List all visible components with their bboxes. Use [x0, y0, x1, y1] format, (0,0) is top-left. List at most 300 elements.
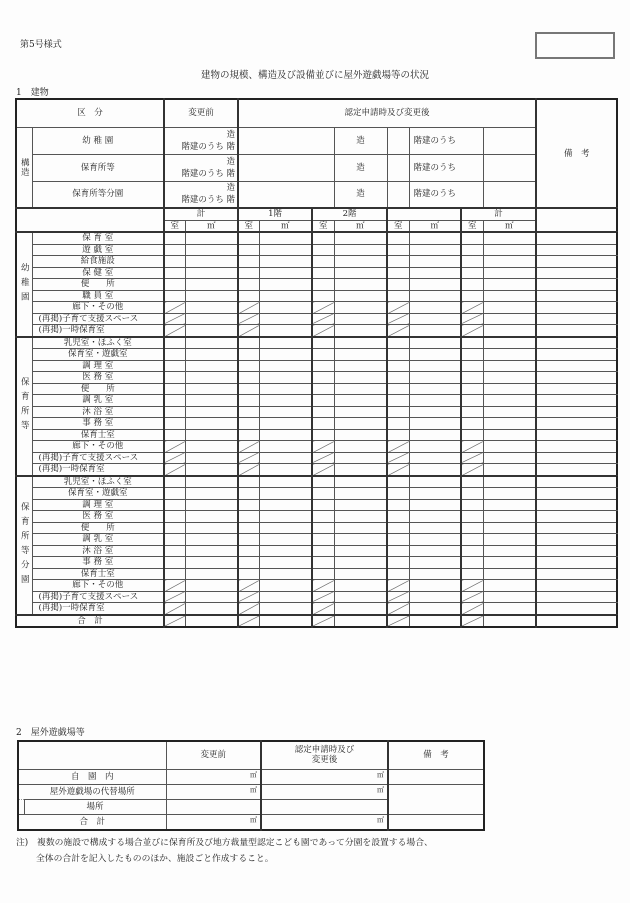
room-count-input[interactable] [387, 372, 409, 384]
room-count-input[interactable] [387, 511, 409, 523]
area-sqm-input[interactable] [334, 395, 387, 407]
area-sqm-input[interactable] [185, 360, 238, 372]
area-sqm-input[interactable] [409, 534, 461, 546]
area-sqm-input[interactable] [185, 568, 238, 580]
area-sqm-input[interactable] [334, 337, 387, 349]
remarks-cell[interactable] [536, 232, 617, 244]
t2-place-after[interactable] [261, 799, 388, 814]
area-sqm-input[interactable] [185, 557, 238, 569]
area-sqm-input[interactable] [483, 591, 536, 603]
area-sqm-input[interactable] [259, 534, 312, 546]
room-count-input[interactable] [312, 279, 334, 291]
remarks-cell[interactable] [536, 557, 617, 569]
area-sqm-input[interactable] [185, 476, 238, 488]
area-sqm-input[interactable] [259, 476, 312, 488]
area-sqm-input[interactable] [259, 418, 312, 430]
floor-number-input[interactable] [483, 181, 536, 208]
area-sqm-input[interactable] [334, 232, 387, 244]
area-sqm-input[interactable] [483, 279, 536, 291]
area-sqm-input[interactable] [483, 557, 536, 569]
room-count-input[interactable] [238, 372, 259, 384]
area-sqm-input[interactable] [259, 429, 312, 441]
area-sqm-input[interactable] [185, 545, 238, 557]
remarks-cell[interactable] [536, 372, 617, 384]
remarks-cell[interactable] [536, 360, 617, 372]
room-count-input[interactable] [164, 372, 185, 384]
area-sqm-input[interactable] [409, 476, 461, 488]
area-sqm-input[interactable] [259, 568, 312, 580]
remarks-cell[interactable] [536, 290, 617, 302]
area-sqm-input[interactable] [409, 383, 461, 395]
room-count-input[interactable] [387, 360, 409, 372]
area-sqm-input[interactable] [259, 244, 312, 256]
room-count-input[interactable] [238, 476, 259, 488]
area-sqm-input[interactable] [185, 511, 238, 523]
area-sqm-input[interactable] [409, 290, 461, 302]
room-count-input[interactable] [164, 488, 185, 500]
area-sqm-input[interactable] [409, 522, 461, 534]
area-sqm-input[interactable] [409, 488, 461, 500]
area-sqm-input[interactable] [483, 429, 536, 441]
room-count-input[interactable] [461, 545, 483, 557]
floors-input[interactable] [387, 154, 409, 181]
area-sqm-input[interactable] [334, 383, 387, 395]
room-count-input[interactable] [312, 418, 334, 430]
area-sqm-input[interactable] [483, 313, 536, 325]
room-count-input[interactable] [312, 290, 334, 302]
room-count-input[interactable] [238, 244, 259, 256]
room-count-input[interactable] [238, 279, 259, 291]
room-count-input[interactable] [312, 545, 334, 557]
area-sqm-input[interactable] [334, 406, 387, 418]
room-count-input[interactable] [312, 372, 334, 384]
area-sqm-input[interactable] [409, 545, 461, 557]
area-sqm-input[interactable] [409, 302, 461, 314]
area-sqm-input[interactable] [409, 256, 461, 268]
area-sqm-input[interactable] [483, 337, 536, 349]
area-sqm-input[interactable] [185, 313, 238, 325]
area-sqm-input[interactable] [483, 499, 536, 511]
room-count-input[interactable] [238, 395, 259, 407]
room-count-input[interactable] [461, 522, 483, 534]
area-sqm-input[interactable] [483, 244, 536, 256]
area-sqm-input[interactable] [409, 591, 461, 603]
area-sqm-input[interactable] [483, 522, 536, 534]
floors-input[interactable] [387, 127, 409, 154]
area-sqm-input[interactable] [334, 615, 387, 628]
room-count-input[interactable] [164, 256, 185, 268]
remarks-cell[interactable] [536, 302, 617, 314]
remarks-cell[interactable] [536, 615, 617, 628]
area-sqm-input[interactable] [259, 591, 312, 603]
area-sqm-input[interactable] [259, 395, 312, 407]
area-sqm-input[interactable] [185, 349, 238, 361]
room-count-input[interactable] [164, 337, 185, 349]
room-count-input[interactable] [164, 267, 185, 279]
remarks-cell[interactable] [536, 522, 617, 534]
remarks-cell[interactable] [536, 499, 617, 511]
room-count-input[interactable] [312, 499, 334, 511]
remarks-cell[interactable] [536, 267, 617, 279]
room-count-input[interactable] [238, 511, 259, 523]
room-count-input[interactable] [164, 476, 185, 488]
remarks-cell[interactable] [536, 349, 617, 361]
area-sqm-input[interactable] [409, 452, 461, 464]
area-sqm-input[interactable] [185, 615, 238, 628]
area-sqm-input[interactable] [185, 256, 238, 268]
area-sqm-input[interactable] [259, 557, 312, 569]
area-sqm-input[interactable] [259, 313, 312, 325]
remarks-cell[interactable] [536, 325, 617, 337]
area-sqm-input[interactable] [259, 325, 312, 337]
room-count-input[interactable] [461, 372, 483, 384]
area-sqm-input[interactable] [334, 267, 387, 279]
room-count-input[interactable] [238, 545, 259, 557]
area-sqm-input[interactable] [483, 418, 536, 430]
area-sqm-input[interactable] [334, 568, 387, 580]
t2-after-value[interactable]: ㎡ [261, 784, 388, 799]
area-sqm-input[interactable] [409, 349, 461, 361]
area-sqm-input[interactable] [259, 349, 312, 361]
room-count-input[interactable] [312, 429, 334, 441]
room-count-input[interactable] [387, 256, 409, 268]
area-sqm-input[interactable] [185, 452, 238, 464]
room-count-input[interactable] [461, 557, 483, 569]
area-sqm-input[interactable] [409, 406, 461, 418]
area-sqm-input[interactable] [185, 488, 238, 500]
remarks-cell[interactable] [536, 488, 617, 500]
area-sqm-input[interactable] [409, 313, 461, 325]
room-count-input[interactable] [238, 418, 259, 430]
structure-before-cell[interactable] [164, 154, 238, 181]
area-sqm-input[interactable] [483, 603, 536, 615]
room-count-input[interactable] [387, 383, 409, 395]
remarks-cell[interactable] [536, 406, 617, 418]
room-count-input[interactable] [238, 290, 259, 302]
area-sqm-input[interactable] [334, 325, 387, 337]
room-count-input[interactable] [238, 568, 259, 580]
area-sqm-input[interactable] [409, 244, 461, 256]
structure-type-input[interactable] [238, 127, 334, 154]
area-sqm-input[interactable] [259, 488, 312, 500]
area-sqm-input[interactable] [334, 302, 387, 314]
room-count-input[interactable] [387, 349, 409, 361]
room-count-input[interactable] [387, 406, 409, 418]
room-count-input[interactable] [164, 418, 185, 430]
room-count-input[interactable] [312, 349, 334, 361]
floor-number-input[interactable] [483, 154, 536, 181]
area-sqm-input[interactable] [259, 302, 312, 314]
area-sqm-input[interactable] [409, 441, 461, 453]
area-sqm-input[interactable] [409, 360, 461, 372]
room-count-input[interactable] [164, 395, 185, 407]
area-sqm-input[interactable] [185, 499, 238, 511]
room-count-input[interactable] [387, 534, 409, 546]
room-count-input[interactable] [461, 360, 483, 372]
room-count-input[interactable] [387, 279, 409, 291]
room-count-input[interactable] [461, 395, 483, 407]
area-sqm-input[interactable] [185, 290, 238, 302]
area-sqm-input[interactable] [185, 429, 238, 441]
area-sqm-input[interactable] [334, 545, 387, 557]
room-count-input[interactable] [164, 557, 185, 569]
area-sqm-input[interactable] [334, 244, 387, 256]
area-sqm-input[interactable] [185, 603, 238, 615]
room-count-input[interactable] [164, 499, 185, 511]
area-sqm-input[interactable] [483, 383, 536, 395]
area-sqm-input[interactable] [409, 418, 461, 430]
room-count-input[interactable] [238, 522, 259, 534]
room-count-input[interactable] [461, 383, 483, 395]
area-sqm-input[interactable] [483, 534, 536, 546]
structure-type-input[interactable] [238, 154, 334, 181]
room-count-input[interactable] [238, 429, 259, 441]
floors-input[interactable] [387, 181, 409, 208]
area-sqm-input[interactable] [334, 429, 387, 441]
area-sqm-input[interactable] [409, 580, 461, 592]
t2-before-value[interactable]: ㎡ [166, 769, 261, 784]
area-sqm-input[interactable] [259, 580, 312, 592]
room-count-input[interactable] [461, 429, 483, 441]
room-count-input[interactable] [312, 534, 334, 546]
t2-remarks-cell[interactable] [388, 784, 484, 814]
room-count-input[interactable] [164, 349, 185, 361]
area-sqm-input[interactable] [334, 360, 387, 372]
room-count-input[interactable] [164, 429, 185, 441]
area-sqm-input[interactable] [259, 464, 312, 476]
area-sqm-input[interactable] [483, 325, 536, 337]
area-sqm-input[interactable] [409, 325, 461, 337]
area-sqm-input[interactable] [334, 580, 387, 592]
area-sqm-input[interactable] [483, 256, 536, 268]
room-count-input[interactable] [387, 522, 409, 534]
t2-remarks-cell[interactable] [388, 814, 484, 830]
area-sqm-input[interactable] [259, 452, 312, 464]
area-sqm-input[interactable] [185, 406, 238, 418]
area-sqm-input[interactable] [185, 534, 238, 546]
room-count-input[interactable] [387, 395, 409, 407]
remarks-cell[interactable] [536, 395, 617, 407]
area-sqm-input[interactable] [483, 349, 536, 361]
area-sqm-input[interactable] [409, 429, 461, 441]
area-sqm-input[interactable] [334, 441, 387, 453]
area-sqm-input[interactable] [185, 337, 238, 349]
area-sqm-input[interactable] [409, 499, 461, 511]
area-sqm-input[interactable] [483, 476, 536, 488]
area-sqm-input[interactable] [259, 372, 312, 384]
area-sqm-input[interactable] [259, 290, 312, 302]
structure-type-input[interactable] [238, 181, 334, 208]
t2-total-after[interactable]: ㎡ [261, 814, 388, 830]
room-count-input[interactable] [164, 279, 185, 291]
area-sqm-input[interactable] [259, 522, 312, 534]
area-sqm-input[interactable] [334, 603, 387, 615]
room-count-input[interactable] [238, 534, 259, 546]
room-count-input[interactable] [312, 511, 334, 523]
room-count-input[interactable] [387, 429, 409, 441]
remarks-cell[interactable] [536, 603, 617, 615]
area-sqm-input[interactable] [185, 279, 238, 291]
room-count-input[interactable] [312, 383, 334, 395]
area-sqm-input[interactable] [409, 232, 461, 244]
room-count-input[interactable] [387, 337, 409, 349]
room-count-input[interactable] [164, 383, 185, 395]
room-count-input[interactable] [164, 511, 185, 523]
area-sqm-input[interactable] [483, 464, 536, 476]
floor-number-input[interactable] [483, 127, 536, 154]
room-count-input[interactable] [238, 557, 259, 569]
room-count-input[interactable] [312, 522, 334, 534]
area-sqm-input[interactable] [259, 256, 312, 268]
area-sqm-input[interactable] [483, 360, 536, 372]
area-sqm-input[interactable] [334, 279, 387, 291]
room-count-input[interactable] [164, 360, 185, 372]
structure-before-cell[interactable] [164, 181, 238, 208]
remarks-cell[interactable] [536, 279, 617, 291]
area-sqm-input[interactable] [334, 256, 387, 268]
area-sqm-input[interactable] [334, 488, 387, 500]
area-sqm-input[interactable] [259, 406, 312, 418]
room-count-input[interactable] [461, 488, 483, 500]
area-sqm-input[interactable] [259, 545, 312, 557]
area-sqm-input[interactable] [259, 360, 312, 372]
room-count-input[interactable] [238, 349, 259, 361]
area-sqm-input[interactable] [483, 395, 536, 407]
room-count-input[interactable] [461, 256, 483, 268]
area-sqm-input[interactable] [259, 499, 312, 511]
area-sqm-input[interactable] [185, 325, 238, 337]
room-count-input[interactable] [164, 534, 185, 546]
area-sqm-input[interactable] [185, 591, 238, 603]
room-count-input[interactable] [387, 488, 409, 500]
room-count-input[interactable] [238, 383, 259, 395]
room-count-input[interactable] [312, 267, 334, 279]
area-sqm-input[interactable] [483, 372, 536, 384]
room-count-input[interactable] [312, 337, 334, 349]
room-count-input[interactable] [461, 290, 483, 302]
area-sqm-input[interactable] [334, 591, 387, 603]
area-sqm-input[interactable] [334, 313, 387, 325]
room-count-input[interactable] [238, 256, 259, 268]
area-sqm-input[interactable] [483, 545, 536, 557]
room-count-input[interactable] [238, 406, 259, 418]
room-count-input[interactable] [312, 256, 334, 268]
remarks-cell[interactable] [536, 441, 617, 453]
room-count-input[interactable] [164, 244, 185, 256]
remarks-cell[interactable] [536, 244, 617, 256]
area-sqm-input[interactable] [185, 383, 238, 395]
area-sqm-input[interactable] [185, 244, 238, 256]
room-count-input[interactable] [387, 557, 409, 569]
remarks-cell[interactable] [536, 337, 617, 349]
area-sqm-input[interactable] [259, 267, 312, 279]
room-count-input[interactable] [387, 418, 409, 430]
room-count-input[interactable] [461, 406, 483, 418]
room-count-input[interactable] [164, 406, 185, 418]
area-sqm-input[interactable] [483, 232, 536, 244]
area-sqm-input[interactable] [409, 511, 461, 523]
area-sqm-input[interactable] [185, 464, 238, 476]
area-sqm-input[interactable] [334, 290, 387, 302]
area-sqm-input[interactable] [334, 522, 387, 534]
area-sqm-input[interactable] [185, 580, 238, 592]
area-sqm-input[interactable] [334, 511, 387, 523]
area-sqm-input[interactable] [185, 441, 238, 453]
area-sqm-input[interactable] [185, 267, 238, 279]
area-sqm-input[interactable] [483, 406, 536, 418]
area-sqm-input[interactable] [483, 441, 536, 453]
remarks-cell[interactable] [536, 313, 617, 325]
room-count-input[interactable] [312, 395, 334, 407]
area-sqm-input[interactable] [259, 232, 312, 244]
room-count-input[interactable] [164, 290, 185, 302]
room-count-input[interactable] [387, 568, 409, 580]
area-sqm-input[interactable] [185, 372, 238, 384]
remarks-cell[interactable] [536, 534, 617, 546]
area-sqm-input[interactable] [409, 337, 461, 349]
room-count-input[interactable] [312, 244, 334, 256]
remarks-cell[interactable] [536, 568, 617, 580]
room-count-input[interactable] [238, 499, 259, 511]
area-sqm-input[interactable] [185, 302, 238, 314]
room-count-input[interactable] [387, 290, 409, 302]
room-count-input[interactable] [461, 267, 483, 279]
remarks-cell[interactable] [536, 545, 617, 557]
area-sqm-input[interactable] [185, 395, 238, 407]
area-sqm-input[interactable] [409, 615, 461, 628]
area-sqm-input[interactable] [334, 476, 387, 488]
area-sqm-input[interactable] [483, 452, 536, 464]
room-count-input[interactable] [461, 476, 483, 488]
room-count-input[interactable] [164, 232, 185, 244]
remarks-cell[interactable] [536, 452, 617, 464]
area-sqm-input[interactable] [259, 441, 312, 453]
reception-number-box[interactable] [535, 32, 615, 59]
remarks-cell[interactable] [536, 429, 617, 441]
room-count-input[interactable] [387, 499, 409, 511]
room-count-input[interactable] [461, 568, 483, 580]
room-count-input[interactable] [461, 279, 483, 291]
area-sqm-input[interactable] [185, 232, 238, 244]
area-sqm-input[interactable] [409, 557, 461, 569]
area-sqm-input[interactable] [185, 522, 238, 534]
room-count-input[interactable] [461, 337, 483, 349]
area-sqm-input[interactable] [409, 464, 461, 476]
t2-place-before[interactable] [166, 799, 261, 814]
remarks-cell[interactable] [536, 476, 617, 488]
room-count-input[interactable] [238, 360, 259, 372]
t2-total-before[interactable]: ㎡ [166, 814, 261, 830]
room-count-input[interactable] [238, 337, 259, 349]
area-sqm-input[interactable] [483, 290, 536, 302]
area-sqm-input[interactable] [409, 267, 461, 279]
area-sqm-input[interactable] [334, 372, 387, 384]
area-sqm-input[interactable] [483, 511, 536, 523]
area-sqm-input[interactable] [334, 534, 387, 546]
area-sqm-input[interactable] [259, 603, 312, 615]
remarks-cell[interactable] [536, 383, 617, 395]
area-sqm-input[interactable] [409, 395, 461, 407]
area-sqm-input[interactable] [334, 464, 387, 476]
room-count-input[interactable] [312, 232, 334, 244]
area-sqm-input[interactable] [483, 302, 536, 314]
remarks-cell[interactable] [536, 256, 617, 268]
area-sqm-input[interactable] [334, 499, 387, 511]
t2-remarks-cell[interactable] [388, 769, 484, 784]
room-count-input[interactable] [312, 568, 334, 580]
room-count-input[interactable] [461, 499, 483, 511]
area-sqm-input[interactable] [409, 279, 461, 291]
